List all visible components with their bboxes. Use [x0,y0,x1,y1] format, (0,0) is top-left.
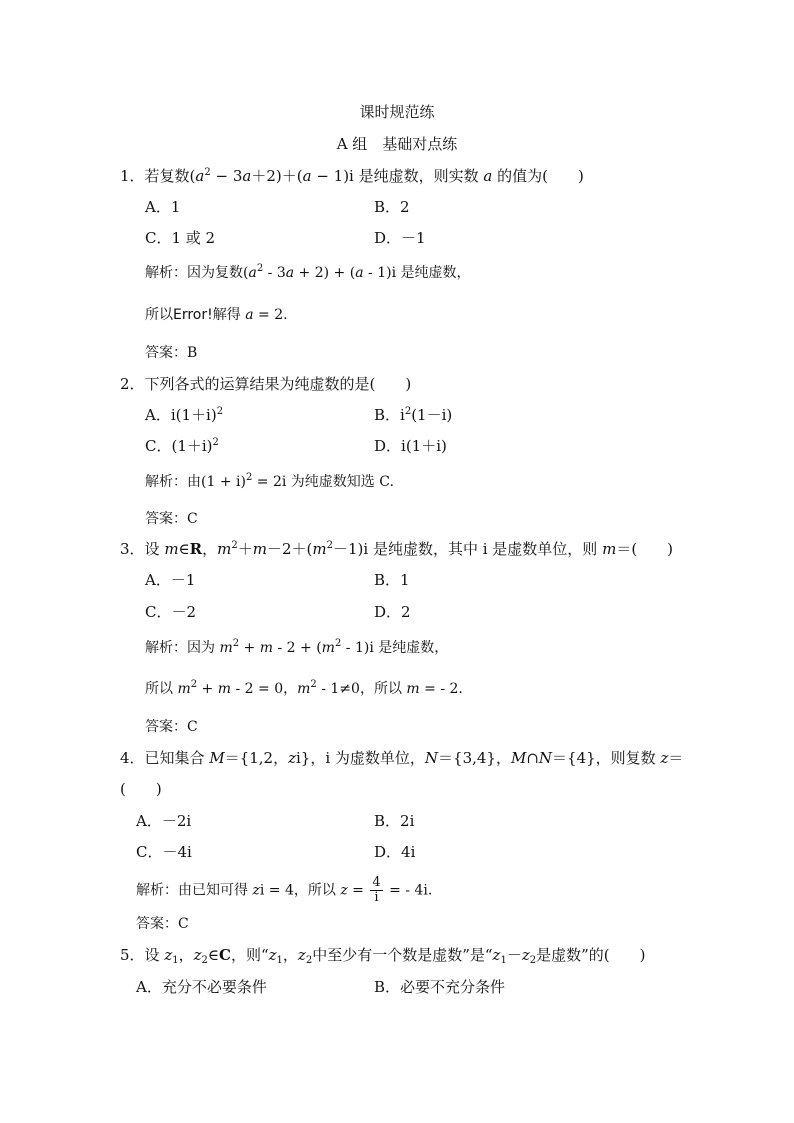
question-2-stem: 2．下列各式的运算结果为纯虚数的是( ) [120,375,412,393]
group-heading: A 组 基础对点练 [336,135,458,153]
question-4-option-c: C．－4i [136,843,192,861]
question-2-answer: 答案：C [145,511,198,527]
question-1-solution-line-2: 所以Error!解得 a = 2. [145,307,288,323]
question-2-solution: 解析：由$(1 + i)^2 = 2i$ 为纯虚数知选 C. [145,472,394,490]
question-3-stem: 3．设 m∈R，$m^2+m-2+(m^2-1)i$ 是纯虚数，其中 i 是虚数单位，则 m＝( ) [120,540,674,558]
question-3-solution-line-2: 所以 $m^2 + m - 2 = 0$，$m^2 - 1\ne 0$，所以 m = - 2. [145,679,463,697]
question-4-solution: 解析：由已知可得 zi = 4，所以 z = $\frac{4}{i}$ = - 4i. [136,875,433,905]
question-1-option-d: D．－1 [374,229,426,247]
question-4-option-a: A．－2i [136,812,192,830]
question-5-option-a: A．充分不必要条件 [136,978,267,996]
question-4-answer: 答案：C [136,916,189,932]
question-1-option-b: B．2 [374,198,410,216]
question-3-option-b: B．1 [374,571,410,589]
question-1-stem: 1．若复数$(a^2 - 3a+2)+(a - 1)i$ 是纯虚数，则实数 a 的值为( ) [120,167,584,185]
question-3-option-d: D．2 [374,603,411,621]
question-1-option-a: A．1 [145,198,181,216]
question-1-answer: 答案：B [145,345,198,361]
question-2-option-a: A．$i(1+i)^2$ [145,406,224,424]
question-2-option-c: C．$(1+i)^2$ [145,437,219,455]
question-3-option-a: A．－1 [145,571,196,589]
question-5-option-b: B．必要不充分条件 [374,978,506,996]
question-1-option-c: C．1 或 2 [145,229,216,247]
page-title: 课时规范练 [359,103,435,121]
question-3-solution-line-1: 解析：因为 $m^2 + m - 2 + (m^2 - 1)i$ 是纯虚数， [145,638,449,656]
question-2-option-d: D．i(1＋i) [374,437,447,455]
question-5-stem: 5．设 $z_1$，$z_2\in C$，则“$z_1$，$z_2$中至少有一个数是虚数”是“$z_1-z_2$是虚数”的( ) [120,946,646,966]
question-3-option-c: C．－2 [145,603,197,621]
question-1-solution-line-1: 解析：因为复数$(a^2 - 3a + 2) + (a - 1)i$ 是纯虚数， [145,263,471,281]
question-4-option-d: D．4i [374,843,416,861]
question-4-option-b: B．2i [374,812,415,830]
question-4-stem-line-2: ( ) [120,780,162,798]
question-4-stem-line-1: 4．已知集合 M＝{1,2，zi}，i 为虚数单位，N＝{3,4}，M∩N＝{4}，则复数 z＝ [120,749,684,767]
question-3-answer: 答案：C [145,719,198,735]
question-2-option-b: B．$i^2(1-i)$ [374,406,453,424]
fraction-4-over-i: $\frac{4}{i}$ [372,875,381,905]
